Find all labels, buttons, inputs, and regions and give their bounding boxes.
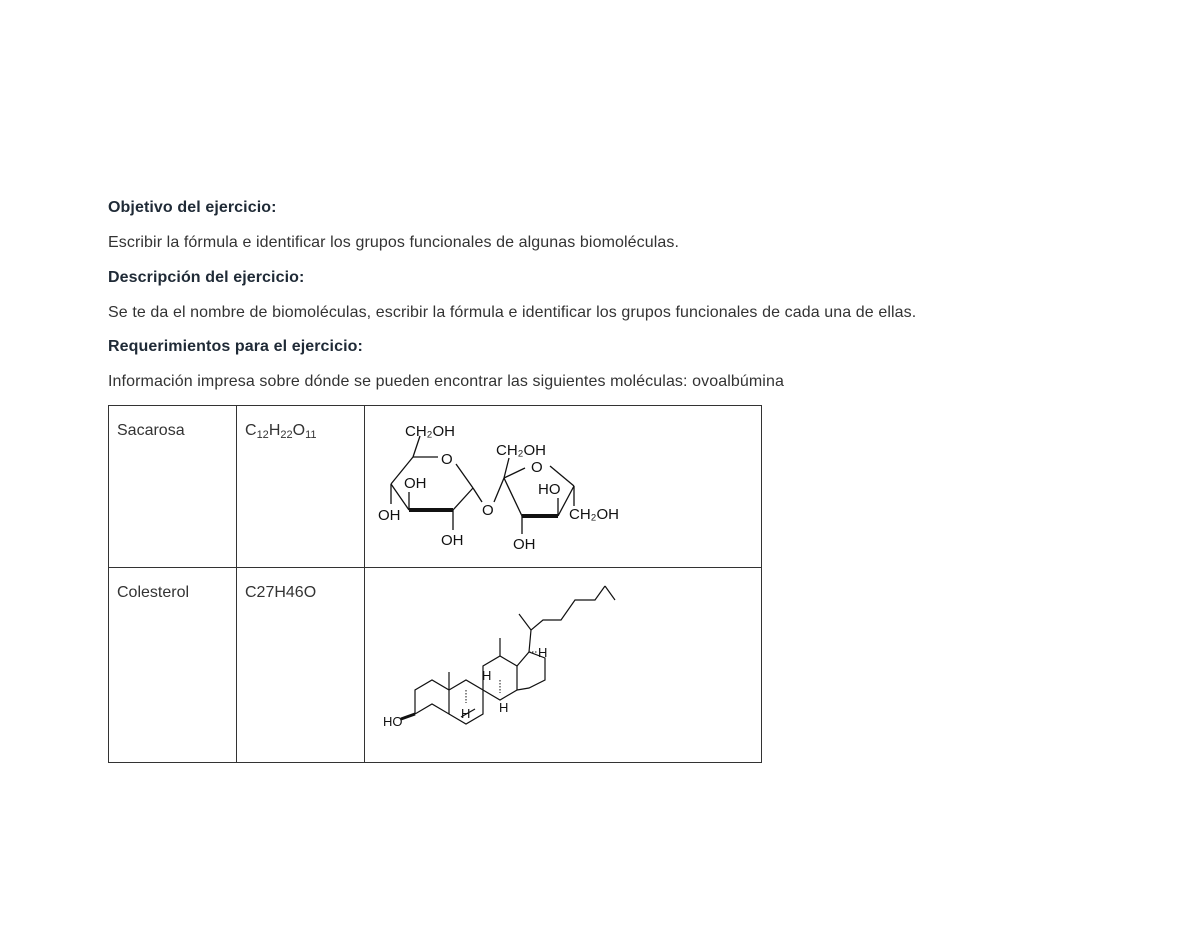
description-text: Se te da el nombre de biomoléculas, escribir la fórmula e identificar los grupos funcionales de cada una de ellas.: [108, 304, 917, 321]
objective-text: Escribir la fórmula e identificar los grupos funcionales de algunas biomoléculas.: [108, 234, 680, 251]
molecule-formula: C27H46O: [245, 584, 317, 601]
table-row: [109, 406, 762, 568]
sucrose-label: OH: [512, 536, 536, 553]
molecule-name: Sacarosa: [117, 422, 185, 439]
cholesterol-label: H: [498, 700, 509, 715]
requirements-heading: Requerimientos para el ejercicio:: [108, 338, 363, 355]
sucrose-label: OH: [440, 532, 464, 549]
sucrose-label: CH₂OH: [568, 506, 619, 523]
cholesterol-label: HO: [382, 714, 403, 729]
sucrose-label: OH: [377, 507, 401, 524]
molecule-structure-cell: [364, 406, 761, 568]
molecule-name: Colesterol: [117, 584, 190, 601]
sucrose-label: CH₂OH: [495, 442, 546, 459]
objective-heading: Objetivo del ejercicio:: [108, 199, 277, 216]
sucrose-label: HO: [537, 481, 561, 498]
description-heading: Descripción del ejercicio:: [108, 269, 305, 286]
requirements-text: Información impresa sobre dónde se pueden encontrar las siguientes moléculas: ovoalbúmina: [108, 373, 784, 390]
cholesterol-label: H: [460, 706, 471, 721]
sucrose-label: CH₂OH: [404, 423, 455, 440]
cholesterol-label: H: [537, 645, 548, 660]
sucrose-structure: [365, 406, 761, 567]
molecule-formula: $C_{12}H_{22}O_{11}$: [245, 422, 317, 441]
molecule-formula-cell: [237, 568, 365, 763]
cholesterol-structure: [365, 568, 761, 762]
molecules-table: [108, 405, 762, 763]
cholesterol-label: H: [481, 668, 492, 683]
molecule-formula-cell: [237, 406, 365, 568]
molecule-name-cell: [109, 406, 237, 568]
sucrose-label: O: [440, 451, 453, 468]
molecule-structure-cell: [364, 568, 761, 763]
sucrose-label: O: [481, 502, 494, 519]
molecule-name-cell: [109, 568, 237, 763]
sucrose-label: O: [530, 459, 543, 476]
table-row: [109, 568, 762, 763]
sucrose-label: OH: [403, 475, 427, 492]
